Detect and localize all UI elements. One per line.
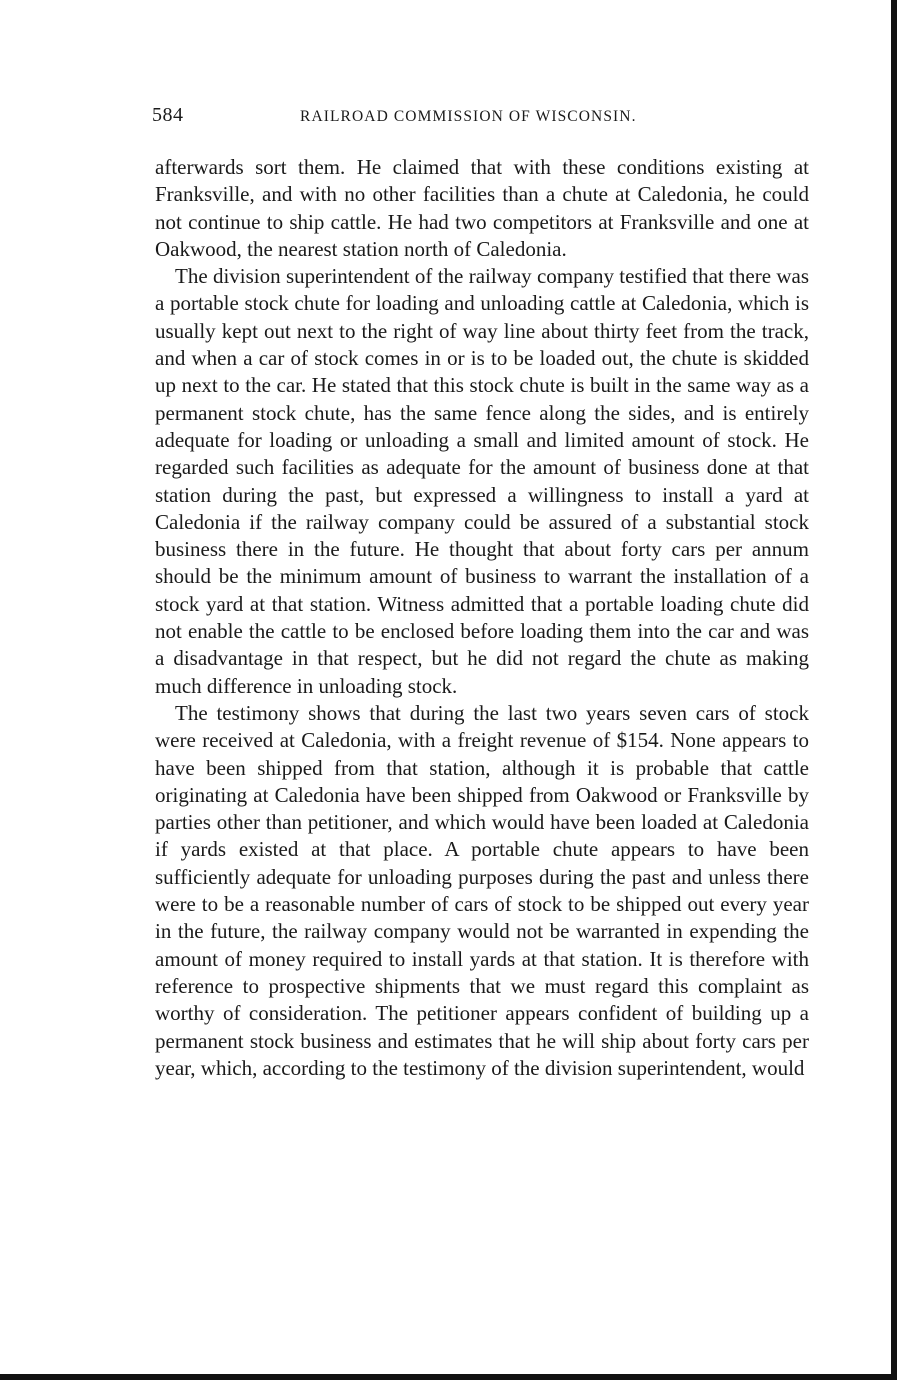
page-number: 584 <box>152 104 184 126</box>
scan-edge-bottom <box>0 1374 897 1380</box>
paragraph-superintendent-testimony: The division superintendent of the railway company testified that there was a portable stock chute for loading and unloading cattle at Caledonia, which is usually kept out next to the right of way line about thirty feet from the track, and when a car of stock comes in or is to be loaded out, the chute is skidded up next to the car. He stated that this stock chute is built in the same way as a permanent stock chute, has the same fence along the sides, and is entirely adequate for loading or unloading a small and limited amount of stock. He regarded such facilities as adequate for the amount of business done at that station during the past, but expressed a willingness to install a yard at Caledonia if the railway company could be assured of a substantial stock business there in the future. He thought that about forty cars per annum should be the minimum amount of business to warrant the installation of a stock yard at that station. Witness admitted that a portable loading chute did not enable the cattle to be enclosed before loading them into the car and was a disadvantage in that respect, but he did not regard the chute as making much difference in unloading stock. <box>155 264 809 698</box>
page-header <box>152 104 812 134</box>
body-text <box>155 154 809 1082</box>
paragraph-continued: afterwards sort them. He claimed that with these conditions existing at Franksville, and with no other facilities than a chute at Caledonia, he could not continue to ship cattle. He had two competitors at Franksville and one at Oakwood, the nearest station north of Caledonia. <box>155 155 809 261</box>
paragraph-testimony-shows: The testimony shows that during the last two years seven cars of stock were received at Caledonia, with a freight revenue of $154. None appears to have been shipped from that station, although it is probable that cattle originating at Caledonia have been shipped from Oakwood or Franksville by parties other than petitioner, and which would have been loaded at Caledonia if yards existed at that place. A portable chute appears to have been sufficiently adequate for unloading purposes during the past and unless there were to be a reasonable number of cars of stock to be shipped out every year in the future, the railway company would not be warranted in expending the amount of money required to install yards at that station. It is therefore with reference to prospective shipments that we must regard this complaint as worthy of consideration. The petitioner appears confident of building up a permanent stock business and estimates that he will ship about forty cars per year, which, according to the testimony of the division superintendent, would <box>155 700 809 1080</box>
running-head: RAILROAD COMMISSION OF WISCONSIN. <box>300 108 637 125</box>
scan-edge-right <box>891 0 897 1380</box>
